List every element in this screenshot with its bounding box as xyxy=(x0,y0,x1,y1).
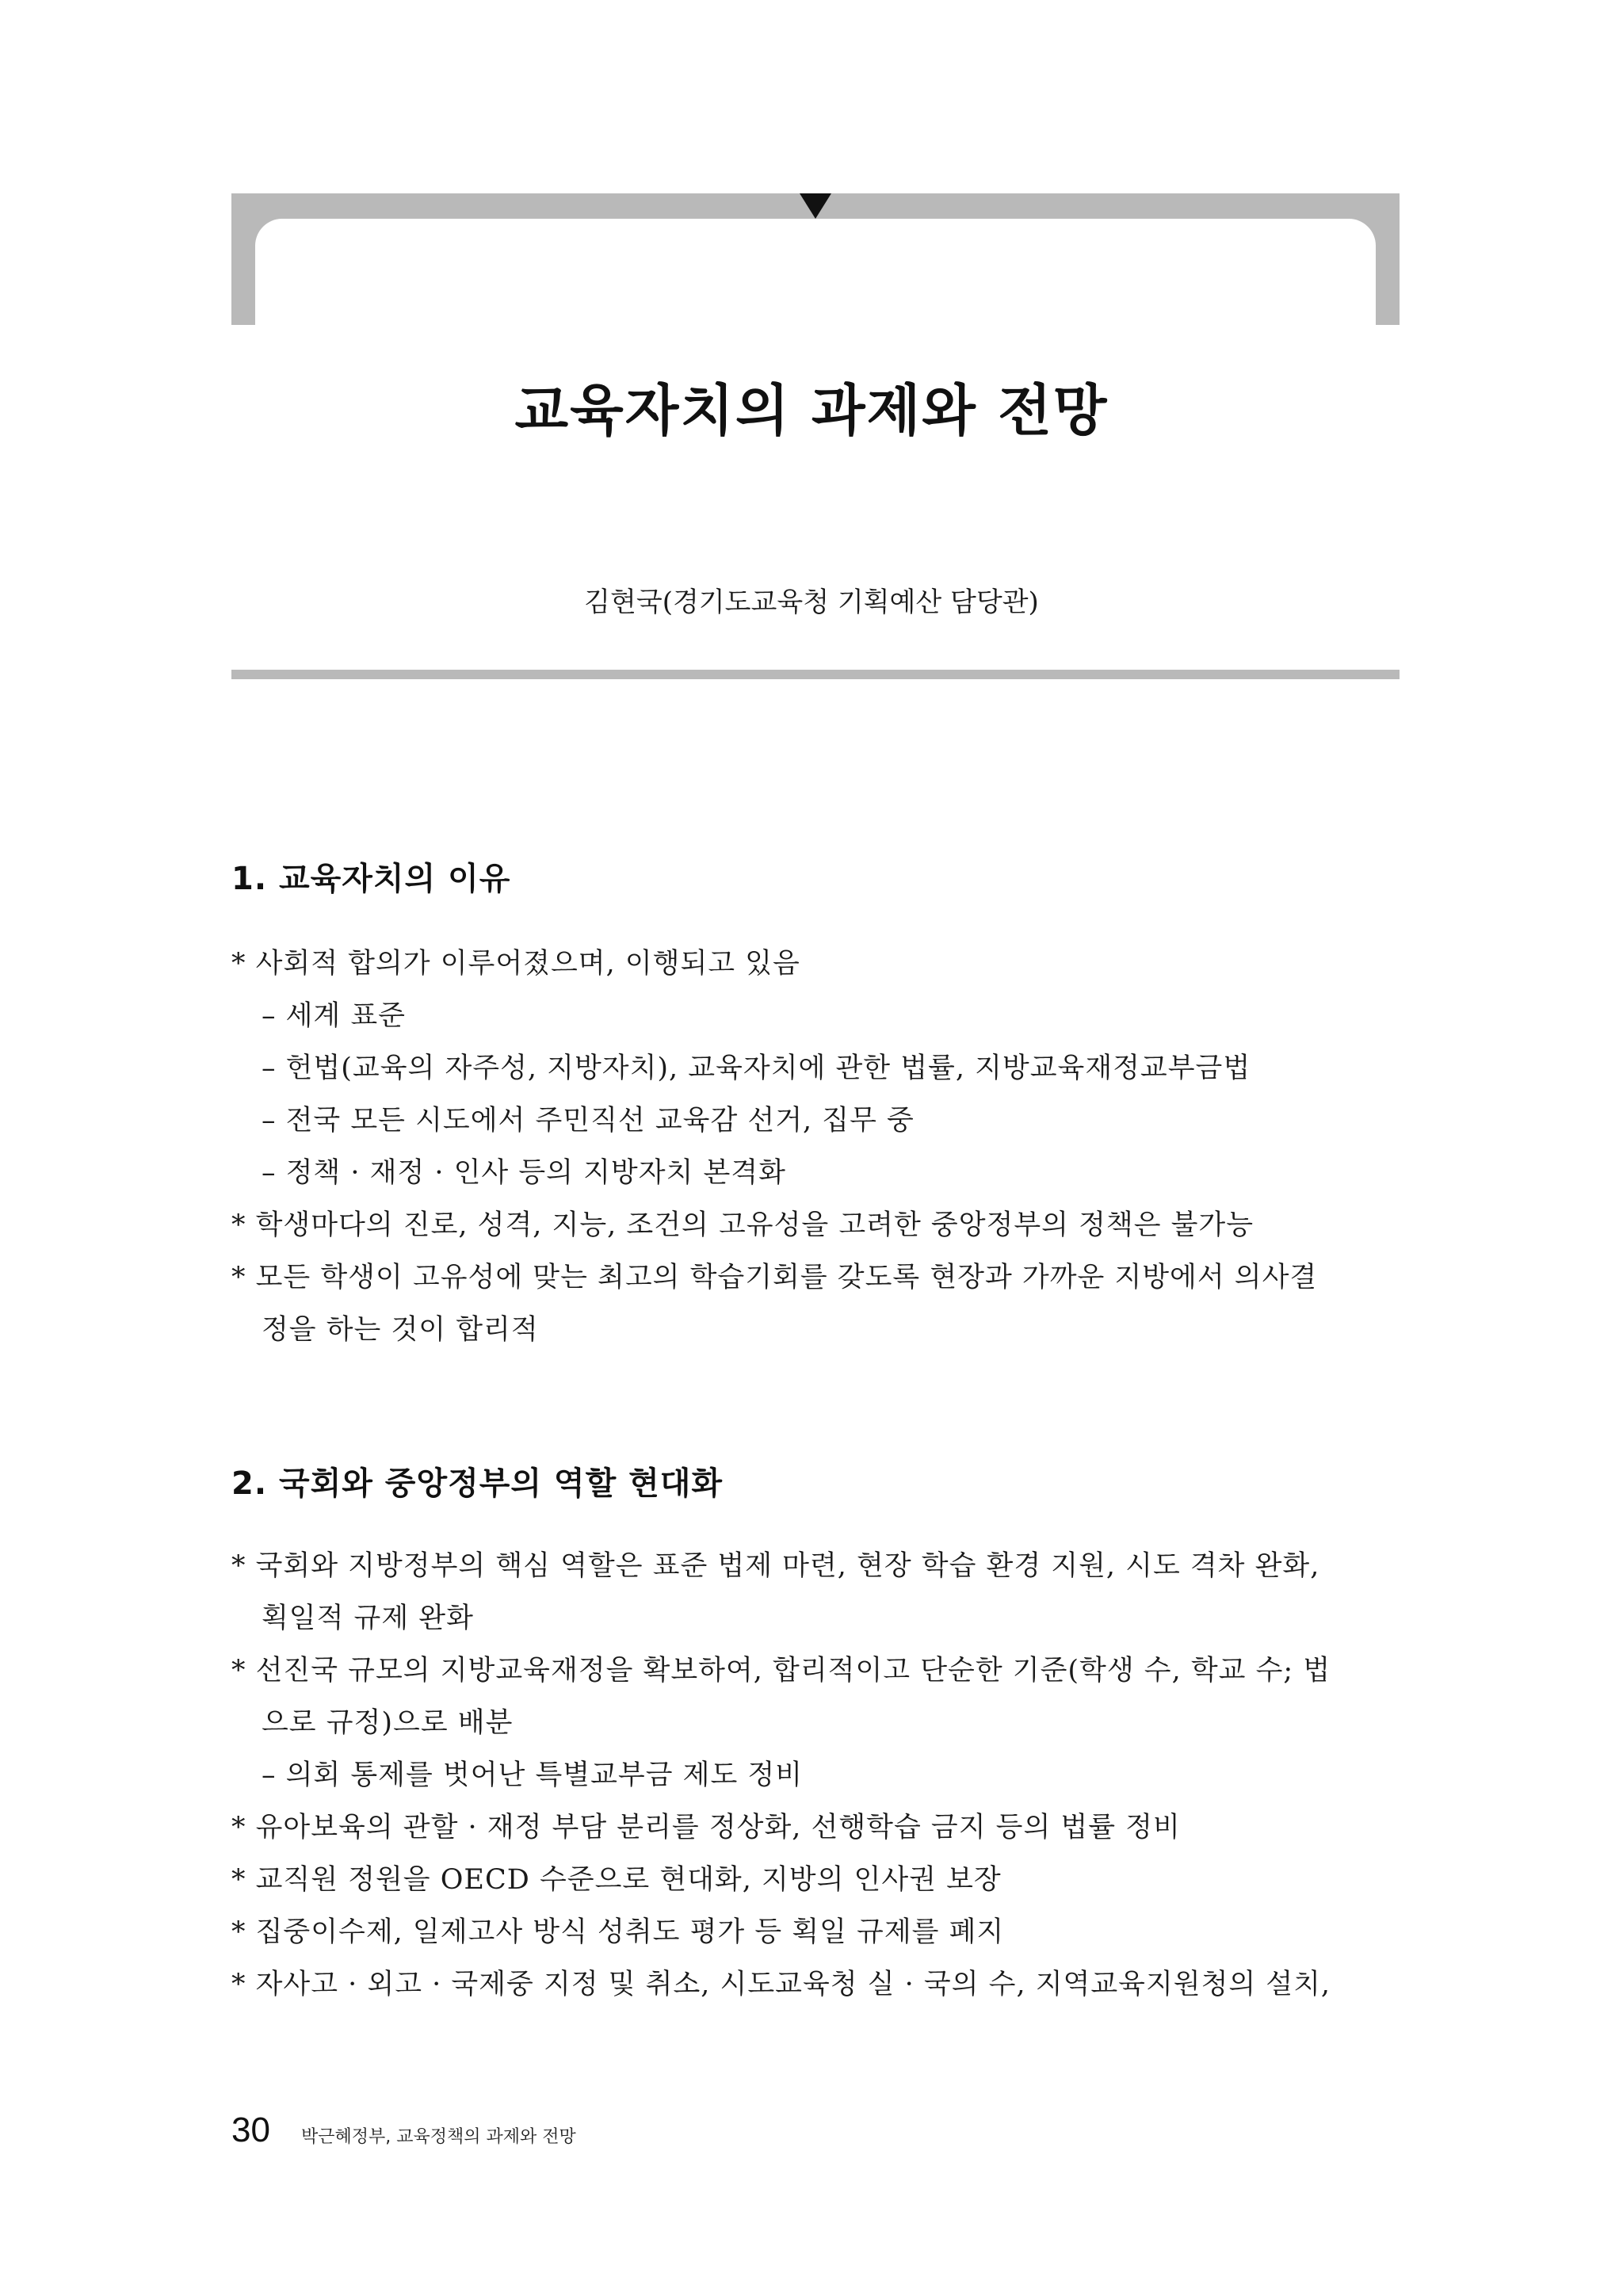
bullet-item: * 학생마다의 진로, 성격, 지능, 조건의 고유성을 고려한 중앙정부의 정책은 불가능 xyxy=(231,1209,1254,1241)
bullet-item: * 자사고 · 외고 · 국제중 지정 및 취소, 시도교육청 실 · 국의 수, 지역교육지원청의 설치, xyxy=(231,1969,1331,2000)
page-number: 30 xyxy=(231,2111,270,2149)
section-heading-1: 1. 교육자치의 이유 xyxy=(231,861,511,897)
sub-bullet-item: – 전국 모든 시도에서 주민직선 교육감 선거, 집무 중 xyxy=(262,1105,915,1137)
bullet-item: * 사회적 합의가 이루어졌으며, 이행되고 있음 xyxy=(231,948,800,980)
section-heading-2: 2. 국회와 중앙정부의 역할 현대화 xyxy=(231,1465,724,1502)
page-title: 교육자치의 과제와 전망 xyxy=(514,378,1109,443)
triangle-down-icon xyxy=(800,193,831,219)
bullet-item: * 집중이수제, 일제고사 방식 성취도 평가 등 획일 규제를 폐지 xyxy=(231,1916,1005,1948)
running-footer: 박근혜정부, 교육정책의 과제와 전망 xyxy=(301,2127,576,2147)
bullet-item: * 교직원 정원을 OECD 수준으로 현대화, 지방의 인사권 보장 xyxy=(231,1864,1002,1896)
sub-bullet-item: – 정책 · 재정 · 인사 등의 지방자치 본격화 xyxy=(262,1157,786,1189)
header-frame-inner xyxy=(255,219,1376,325)
bullet-item: * 모든 학생이 고유성에 맞는 최고의 학습기회를 갖도록 현장과 가까운 지방에서 의사결 xyxy=(231,1262,1318,1293)
author-line: 김현국(경기도교육청 기획예산 담당관) xyxy=(584,586,1039,618)
bullet-continuation: 으로 규정)으로 배분 xyxy=(262,1707,514,1739)
divider-rule xyxy=(231,670,1400,679)
bullet-item: * 국회와 지방정부의 핵심 역할은 표준 법제 마련, 현장 학습 환경 지원, 시도 격차 완화, xyxy=(231,1550,1320,1582)
bullet-item: * 유아보육의 관할 · 재정 부담 분리를 정상화, 선행학습 금지 등의 법률 정비 xyxy=(231,1812,1181,1843)
bullet-item: * 선진국 규모의 지방교육재정을 확보하여, 합리적이고 단순한 기준(학생 수, 학교 수; 법 xyxy=(231,1655,1331,1687)
header-frame xyxy=(231,193,1400,325)
bullet-continuation: 정을 하는 것이 합리적 xyxy=(262,1314,539,1346)
sub-bullet-item: – 헌법(교육의 자주성, 지방자치), 교육자치에 관한 법률, 지방교육재정교부금법 xyxy=(262,1052,1251,1084)
bullet-continuation: 획일적 규제 완화 xyxy=(262,1603,474,1634)
sub-bullet-item: – 세계 표준 xyxy=(262,1000,406,1032)
sub-bullet-item: – 의회 통제를 벗어난 특별교부금 제도 정비 xyxy=(262,1759,804,1791)
